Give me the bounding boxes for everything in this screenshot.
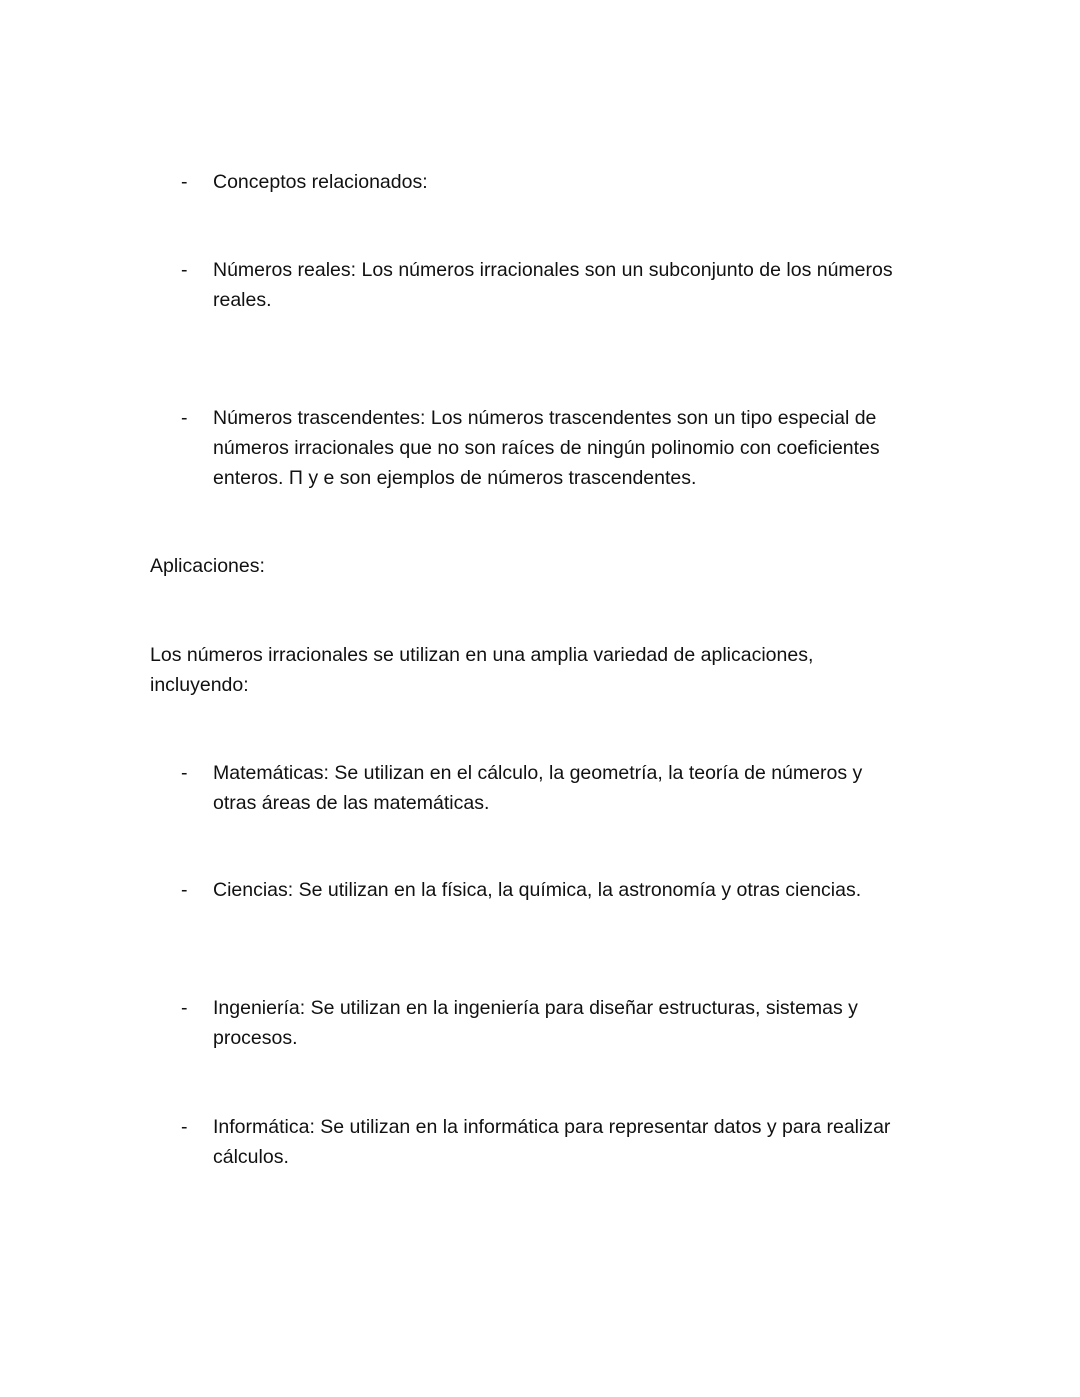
list-item-mathematics: Matemáticas: Se utilizan en el cálculo, la geometría, la teoría de números y otras áreas de las matemáticas. bbox=[213, 762, 863, 814]
bullet-dash: - bbox=[181, 762, 188, 784]
list-item-engineering: Ingeniería: Se utilizan en la ingeniería para diseñar estructuras, sistemas y procesos. bbox=[213, 997, 858, 1049]
list-item-computing: Informática: Se utilizan en la informática para representar datos y para realizar cálculos. bbox=[213, 1116, 891, 1168]
related-concepts-heading: Conceptos relacionados: bbox=[213, 171, 428, 193]
bullet-dash: - bbox=[181, 171, 188, 193]
bullet-dash: - bbox=[181, 407, 188, 429]
list-item-sciences: Ciencias: Se utilizan en la física, la química, la astronomía y otras ciencias. bbox=[213, 879, 862, 901]
bullet-dash: - bbox=[181, 1116, 188, 1138]
list-item-transcendental-numbers: Números trascendentes: Los números trascendentes son un tipo especial de números irracionales que no son raíces de ningún polinomio con coeficientes enteros. Π y e son ejemplos de números trascendentes. bbox=[213, 407, 880, 489]
bullet-dash: - bbox=[181, 997, 188, 1019]
list-item-real-numbers: Números reales: Los números irracionales son un subconjunto de los números reales. bbox=[213, 259, 893, 311]
bullet-dash: - bbox=[181, 259, 188, 281]
applications-intro: Los números irracionales se utilizan en una amplia variedad de aplicaciones, incluyendo: bbox=[150, 644, 814, 696]
bullet-dash: - bbox=[181, 879, 188, 901]
applications-heading: Aplicaciones: bbox=[150, 555, 265, 577]
